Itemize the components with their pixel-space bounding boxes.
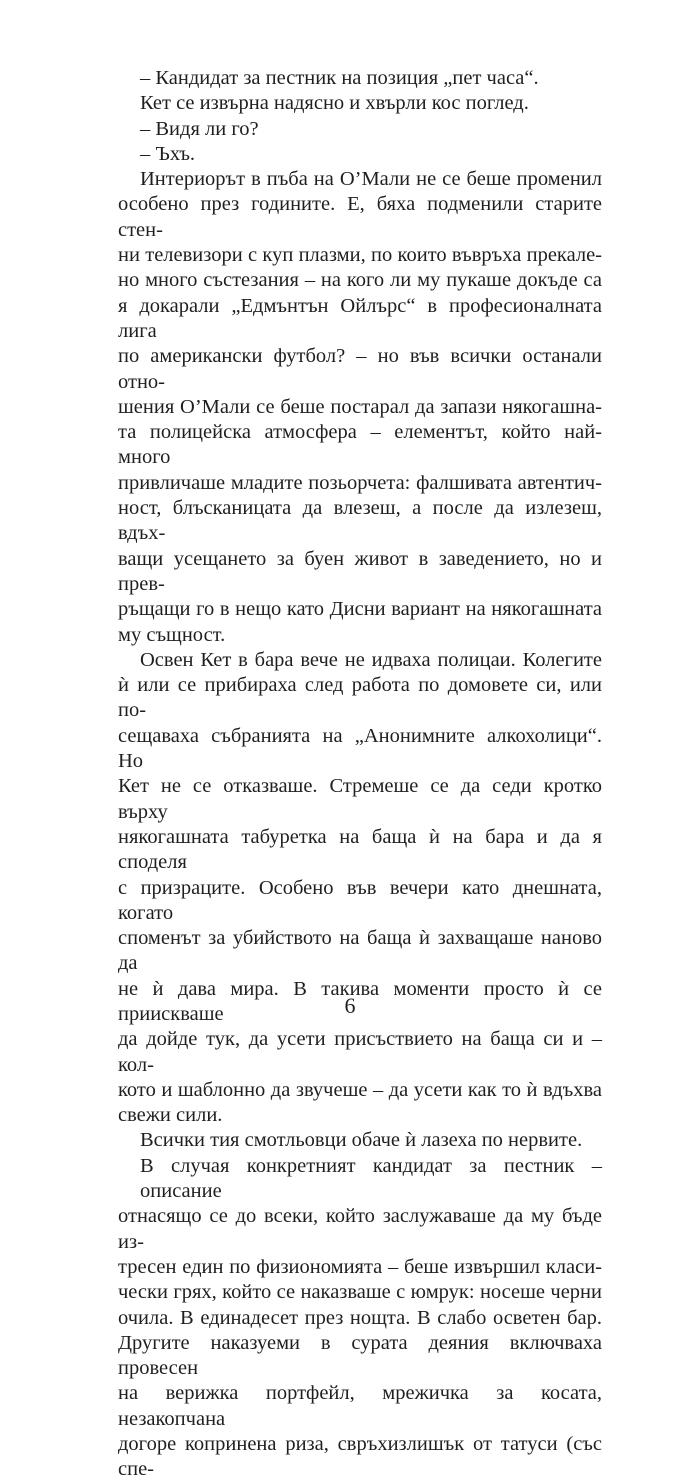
text-line: тресен един по физиономията – беше извършил класи-: [118, 1255, 602, 1278]
text-line: ѝ или се прибираха след работа по домовете си, или по-: [118, 674, 602, 722]
text-line: споменът за убийството на баща ѝ захващаше наново да: [118, 927, 602, 975]
text-line: Интериорът в пъба на О’Мали не се беше променил: [140, 168, 602, 191]
text-line: очила. В единадесет през нощта. В слабо осветен бар.: [118, 1306, 602, 1329]
text-line: – Видя ли го?: [140, 117, 259, 140]
text-line: я докарали „Едмънтън Ойлърс“ в професионалната лига: [118, 294, 602, 342]
text-line: свежи сили.: [118, 1104, 223, 1127]
text-line: с призраците. Особено във вечери като днешната, когато: [118, 876, 602, 924]
text-line: особено през годините. Е, бяха подменили старите стен-: [118, 193, 602, 241]
text-line: кото и шаблонно да звучеше – да усети как то ѝ вдъхва: [118, 1078, 602, 1101]
text-line: Освен Кет в бара вече не идваха полицаи. Колегите: [140, 648, 602, 671]
text-line: му същност.: [118, 623, 226, 646]
text-line: ващи усещането за буен живот в заведението, но и прев-: [118, 547, 602, 595]
text-line: но много състезания – на кого ли му пукаше докъде са: [118, 269, 602, 292]
text-line: отнасящо се до всеки, който заслужаваше да му бъде из-: [118, 1205, 602, 1253]
text-line: някогашната табуретка на баща ѝ на бара и да я споделя: [118, 825, 602, 874]
text-line: ност, блъсканицата да влезеш, а после да излезеш, вдъх-: [118, 497, 602, 545]
text-line: шения О’Мали се беше постарал да запази някогашна-: [118, 395, 602, 418]
text-line: Кет не се отказваше. Стремеше се да седи кротко върху: [118, 775, 602, 823]
page-number: 6: [344, 993, 356, 1018]
text-line: да дойде тук, да усети присъствието на баща си и – кол-: [118, 1028, 602, 1076]
text-line: привличаше младите позьорчета: фалшивата автентич-: [118, 471, 602, 494]
text-line: Всички тия смотльовци обаче ѝ лазеха по нервите.: [140, 1129, 583, 1152]
text-line: Кет се извърна надясно и хвърли кос поглед.: [140, 92, 529, 115]
text-line: Другите наказуеми в сурата деяния включваха провесен: [118, 1331, 602, 1380]
page-body-text: [118, 66, 602, 1483]
text-line: – Ъхъ.: [140, 142, 196, 165]
text-line: чески грях, който се наказваше с юмрук: носеше черни: [118, 1281, 602, 1304]
text-line: та полицейска атмосфера – елементът, който най-много: [118, 421, 602, 469]
text-line: догоре копринена риза, свръхизлишък от татуси (със спе-: [118, 1433, 602, 1481]
text-line: не ѝ дава мира. В такива моменти просто ѝ се приискваше: [118, 977, 602, 1025]
text-line: ни телевизори с куп плазми, по които въвръха прекале-: [118, 244, 602, 267]
text-line: на верижка портфейл, мрежичка за косата, незакопчана: [118, 1382, 602, 1430]
text-line: – Кандидат за пестник на позиция „пет часа“.: [140, 67, 539, 89]
text-line: ръщащи го в нещо като Дисни вариант на някогашната: [118, 598, 602, 621]
text-line: сещаваха събранията на „Анонимните алкохолици“. Но: [118, 724, 602, 773]
text-line: В случая конкретният кандидат за пестник – описание: [140, 1154, 602, 1203]
text-line: по американски футбол? – но във всички останали отно-: [118, 345, 602, 393]
